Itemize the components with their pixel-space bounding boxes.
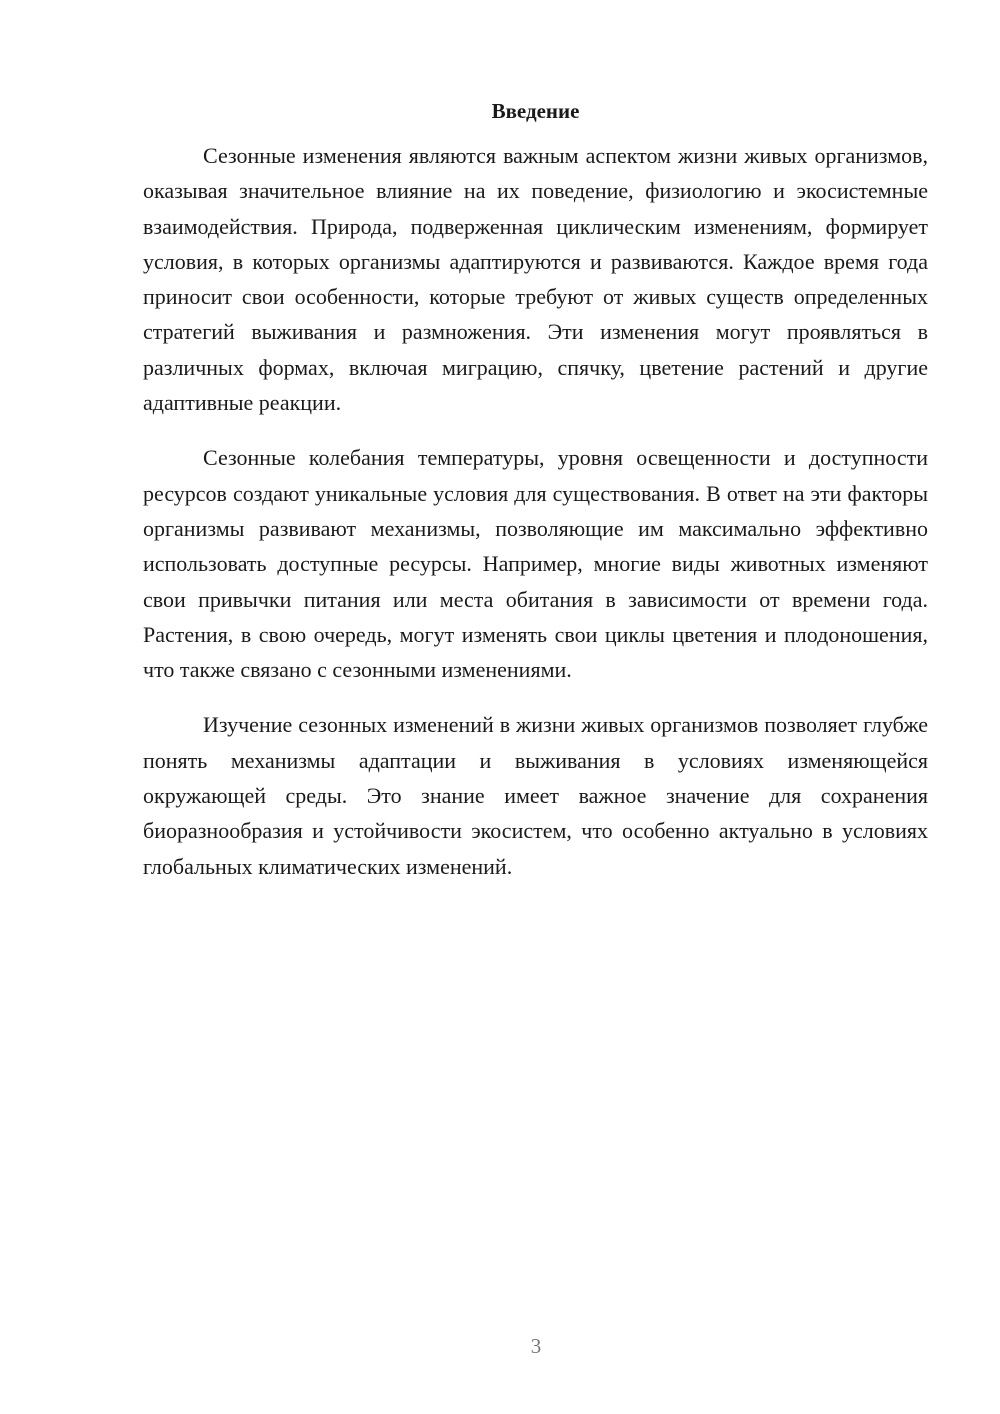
paragraph-1: Сезонные изменения являются важным аспектом жизни живых организмов, оказывая значительное влияние на их поведение, физиологию и экосистемные взаимодействия. Природа, подверженная циклическим изменениям, формирует условия, в которых организмы адаптируются и развиваются. Каждое время года приносит свои особенности, которые требуют от живых существ определенных стратегий выживания и размножения. Эти изменения могут проявляться в различных формах, включая миграцию, спячку, цветение растений и другие адаптивные реакции.	[143, 143, 928, 416]
section-title: Введение	[491, 99, 580, 123]
paragraph-2: Сезонные колебания температуры, уровня освещенности и доступности ресурсов создают уникальные условия для существования. В ответ на эти факторы организмы развивают механизмы, позволяющие им максимально эффективно использовать доступные ресурсы. Например, многие виды животных изменяют свои привычки питания или места обитания в зависимости от времени года. Растения, в свою очередь, могут изменять свои циклы цветения и плодоношения, что также связано с сезонными изменениями.	[143, 445, 928, 683]
page-number: 3	[530, 1334, 542, 1358]
page-content	[143, 96, 928, 904]
paragraph-3: Изучение сезонных изменений в жизни живых организмов позволяет глубже понять механизмы адаптации и выживания в условиях изменяющейся окружающей среды. Это знание имеет важное значение для сохранения биоразнообразия и устойчивости экосистем, что особенно актуально в условиях глобальных климатических изменений.	[143, 712, 928, 879]
